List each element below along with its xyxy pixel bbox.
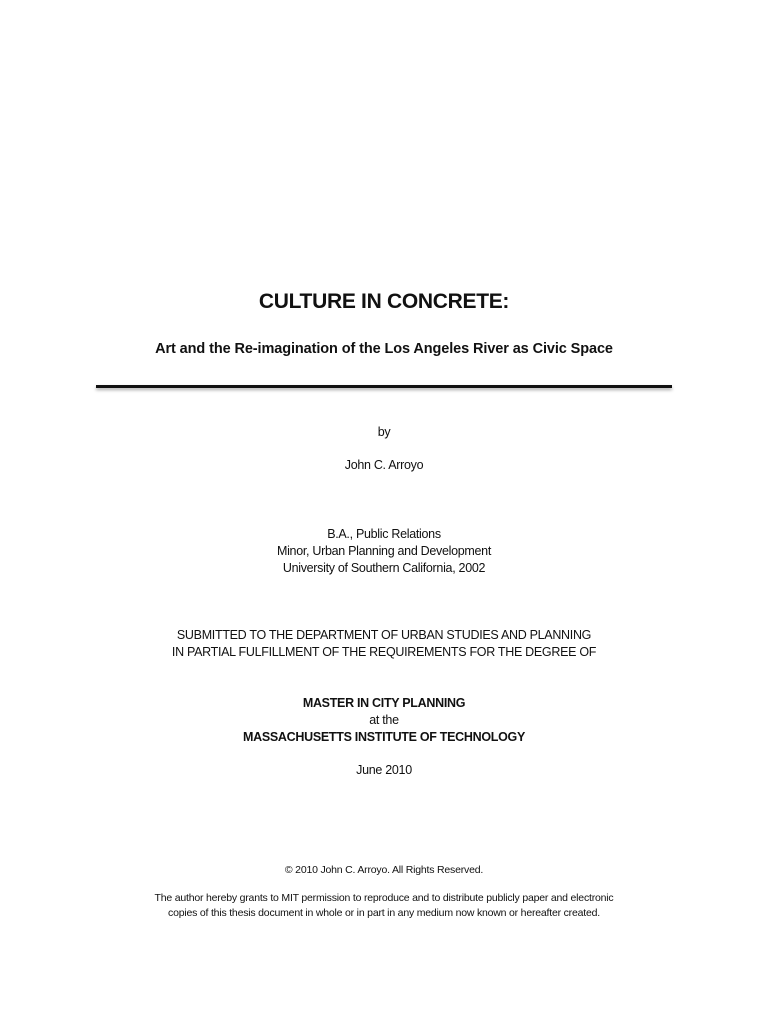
copyright-notice: © 2010 John C. Arroyo. All Rights Reserved. <box>284 864 484 876</box>
credential-degree: B.A., Public Relations <box>327 527 441 541</box>
credential-university: University of Southern California, 2002 <box>282 561 486 575</box>
permission-line-1: The author hereby grants to MIT permission to reproduce and to distribute publicly paper and electronic <box>154 892 614 904</box>
permission-line-2: copies of this thesis document in whole or in part in any medium now known or hereafter created. <box>168 907 600 919</box>
author-name: John C. Arroyo <box>344 458 424 472</box>
submission-line-2: IN PARTIAL FULFILLMENT OF THE REQUIREMENTS FOR THE DEGREE OF <box>171 645 597 659</box>
credential-minor: Minor, Urban Planning and Development <box>276 544 492 558</box>
horizontal-rule <box>96 385 672 388</box>
submission-date: June 2010 <box>356 763 412 777</box>
submission-line-1: SUBMITTED TO THE DEPARTMENT OF URBAN STUDIES AND PLANNING <box>176 628 592 642</box>
thesis-subtitle: Art and the Re-imagination of the Los Angeles River as Civic Space <box>155 341 613 357</box>
degree-at: at the <box>369 713 399 727</box>
degree-name: MASTER IN CITY PLANNING <box>302 696 466 710</box>
degree-institution: MASSACHUSETTS INSTITUTE OF TECHNOLOGY <box>243 730 525 744</box>
by-label: by <box>377 425 391 439</box>
thesis-title: CULTURE IN CONCRETE: <box>258 290 510 313</box>
